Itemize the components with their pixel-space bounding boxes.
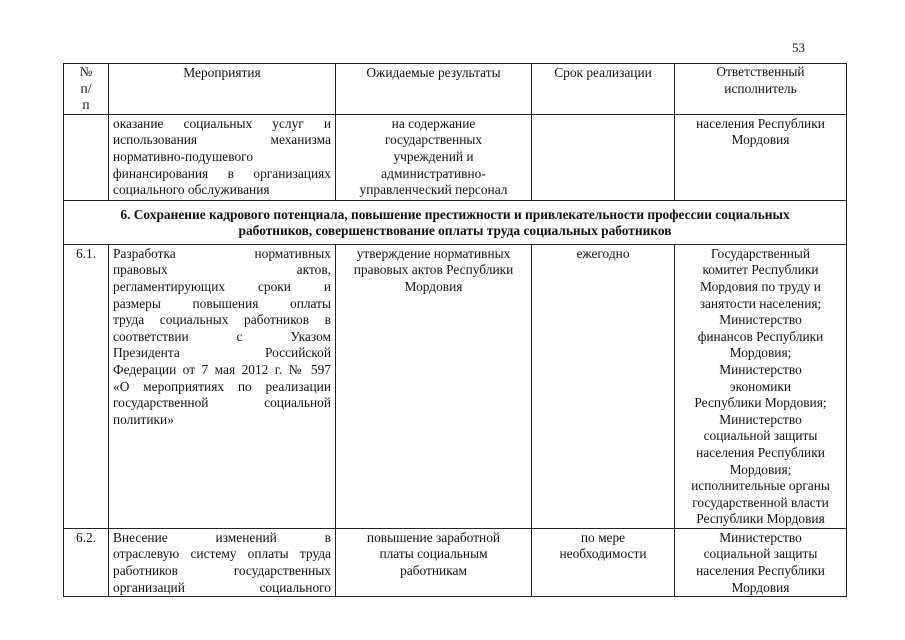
row-term — [532, 114, 675, 200]
row-term: ежегодно — [532, 244, 675, 528]
row-event: оказание социальных услуг и использования механизма нормативно-подушевого финансирования в организациях социального обслуживания — [109, 114, 336, 200]
row-responsible: Государственный комитет Республики Мордовия по труду и занятости населения; Министерство финансов Республики Мордовия; Министерство экономики Республики Мордовия; Министерство социальной защиты населения Республики Мордовия; исполнительные органы государственной власти Республики Мордовия — [675, 244, 847, 528]
row-result: на содержание государственных учреждений и административно- управленческий персонал — [336, 114, 532, 200]
row-result: повышение заработной платы социальным работникам — [336, 528, 532, 596]
page-number: 53 — [792, 40, 805, 55]
header-term: Срок реализации — [532, 64, 675, 115]
row-event: Внесение изменений в отраслевую систему оплаты труда работников государственных организаций социального — [109, 528, 336, 596]
table-row-continued — [64, 114, 847, 200]
section-title: 6. Сохранение кадрового потенциала, повышение престижности и привлекательности профессии социальных работников, совершенствование оплаты труда социальных работников — [64, 200, 847, 244]
table-row-6-2 — [64, 528, 847, 596]
row-event: Разработка нормативных правовых актов, регламентирующих сроки и размеры повышения оплаты труда социальных работников в соответствии с Указом Президента Российской Федерации от 7 мая 2012 г. № 597 «О мероприятиях по реализации государственной социальной политики» — [109, 244, 336, 528]
row-result: утверждение нормативных правовых актов Республики Мордовия — [336, 244, 532, 528]
header-result: Ожидаемые результаты — [336, 64, 532, 115]
section-title-row — [64, 200, 847, 244]
header-num: № п/п — [64, 64, 109, 115]
row-num: 6.1. — [64, 244, 109, 528]
header-responsible: Ответственный исполнитель — [675, 64, 847, 115]
row-responsible: населения Республики Мордовия — [675, 114, 847, 200]
row-responsible: Министерство социальной защиты населения Республики Мордовия — [675, 528, 847, 596]
row-term: по мере необходимости — [532, 528, 675, 596]
plan-table — [63, 63, 847, 597]
table-row-6-1 — [64, 244, 847, 528]
row-num — [64, 114, 109, 200]
header-event: Мероприятия — [109, 64, 336, 115]
row-num: 6.2. — [64, 528, 109, 596]
table-header-row — [64, 64, 847, 115]
